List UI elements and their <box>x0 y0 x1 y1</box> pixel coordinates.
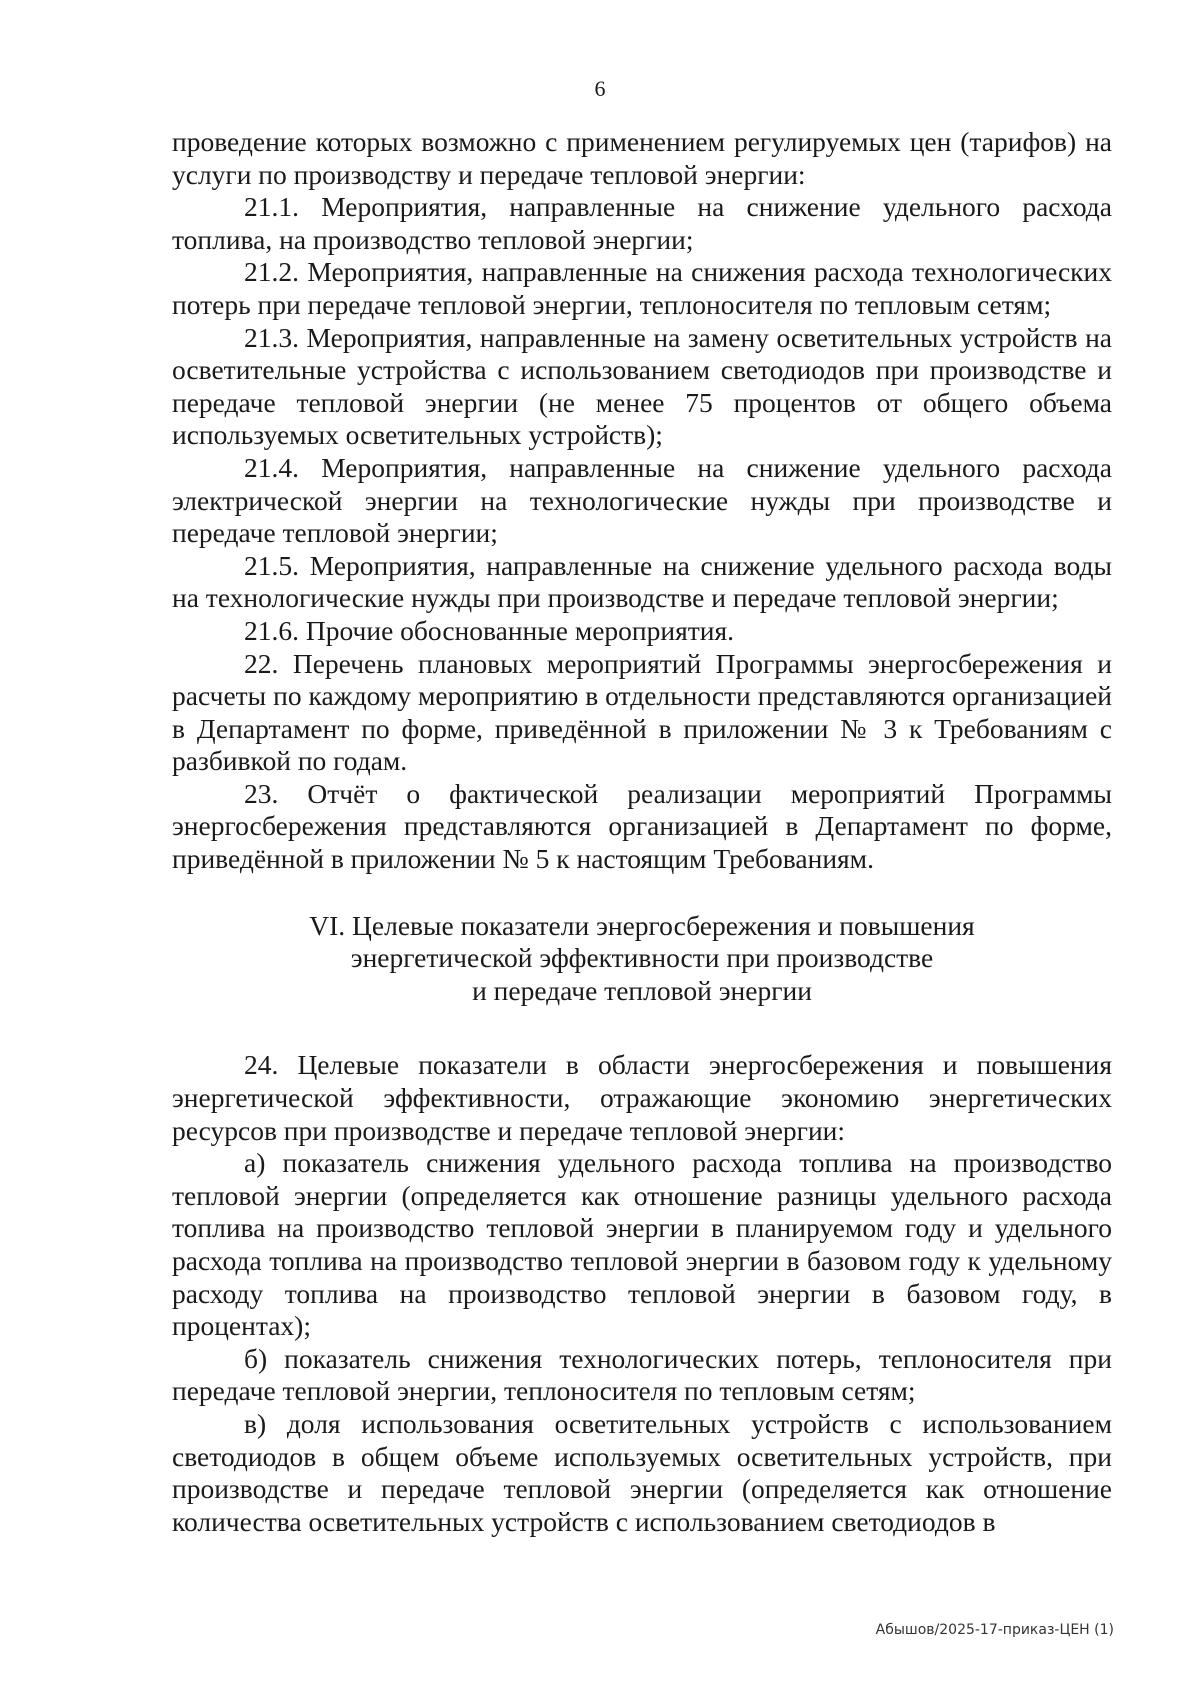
clause-24: 24. Целевые показатели в области энергосбережения и повышения энергетической эффективности, отражающие экономию энергетических ресурсов при производстве и передаче тепловой энергии: <box>172 1049 1112 1146</box>
clause-24-v: в) доля использования осветительных устройств с использованием светодиодов в общем объеме используемых осветительных устройств, при производстве и передаче тепловой энергии (определяется как отношение количества осветительных устройств с использованием светодиодов в <box>172 1407 1112 1537</box>
paragraph-continuation: проведение которых возможно с применением регулируемых цен (тарифов) на услуги по производству и передаче тепловой энергии: <box>172 126 1112 190</box>
section-heading-line: и передаче тепловой энергии <box>472 974 812 1006</box>
page-number: 6 <box>594 76 606 101</box>
clause-23: 23. Отчёт о фактической реализации мероприятий Программы энергосбережения представляются организацией в Департамент по форме, приведённой в приложении № 5 к настоящим Требованиям. <box>172 777 1112 875</box>
clause-21-1: 21.1. Мероприятия, направленные на снижение удельного расхода топлива, на производство тепловой энергии; <box>172 191 1112 255</box>
clause-21-2: 21.2. Мероприятия, направленные на снижения расхода технологических потерь при передаче тепловой энергии, теплоносителя по тепловым сетям; <box>172 256 1112 320</box>
document-footer-code: Абышов/2025-17-приказ-ЦЕН (1) <box>875 1622 1114 1638</box>
section-heading-line: энергетической эффективности при производстве <box>350 942 934 974</box>
clause-22: 22. Перечень плановых мероприятий Программы энергосбережения и расчеты по каждому мероприятию в отдельности представляются организацией в Департамент по форме, приведённой в приложении № 3 к Требованиям с разбивкой по годам. <box>172 647 1112 777</box>
clause-21-5: 21.5. Мероприятия, направленные на снижение удельного расхода воды на технологические нужды при производстве и передаче тепловой энергии; <box>172 549 1112 614</box>
clause-24-b: б) показатель снижения технологических потерь, теплоносителя при передаче тепловой энергии, теплоносителя по тепловым сетям; <box>172 1342 1112 1407</box>
clause-21-6: 21.6. Прочие обоснованные мероприятия. <box>244 614 735 646</box>
clause-24-a: а) показатель снижения удельного расхода топлива на производство тепловой энергии (определяется как отношение разницы удельного расхода топлива на производство тепловой энергии в планируемом году и удельного расхода топлива на производство тепловой энергии в базовом году к удельному расходу топлива на производство тепловой энергии в базовом году, в процентах); <box>172 1147 1112 1342</box>
document-body <box>172 126 1112 1538</box>
clause-21-4: 21.4. Мероприятия, направленные на снижение удельного расхода электрической энергии на технологические нужды при производстве и передаче тепловой энергии; <box>172 451 1112 549</box>
section-heading-line: VI. Целевые показатели энергосбережения и повышения <box>309 909 975 941</box>
clause-21-3: 21.3. Мероприятия, направленные на замену осветительных устройств на осветительные устройства с использованием светодиодов при производстве и передаче тепловой энергии (не менее 75 процентов от общего объема используемых осветительных устройств); <box>172 321 1112 451</box>
section-heading <box>172 910 1112 1008</box>
